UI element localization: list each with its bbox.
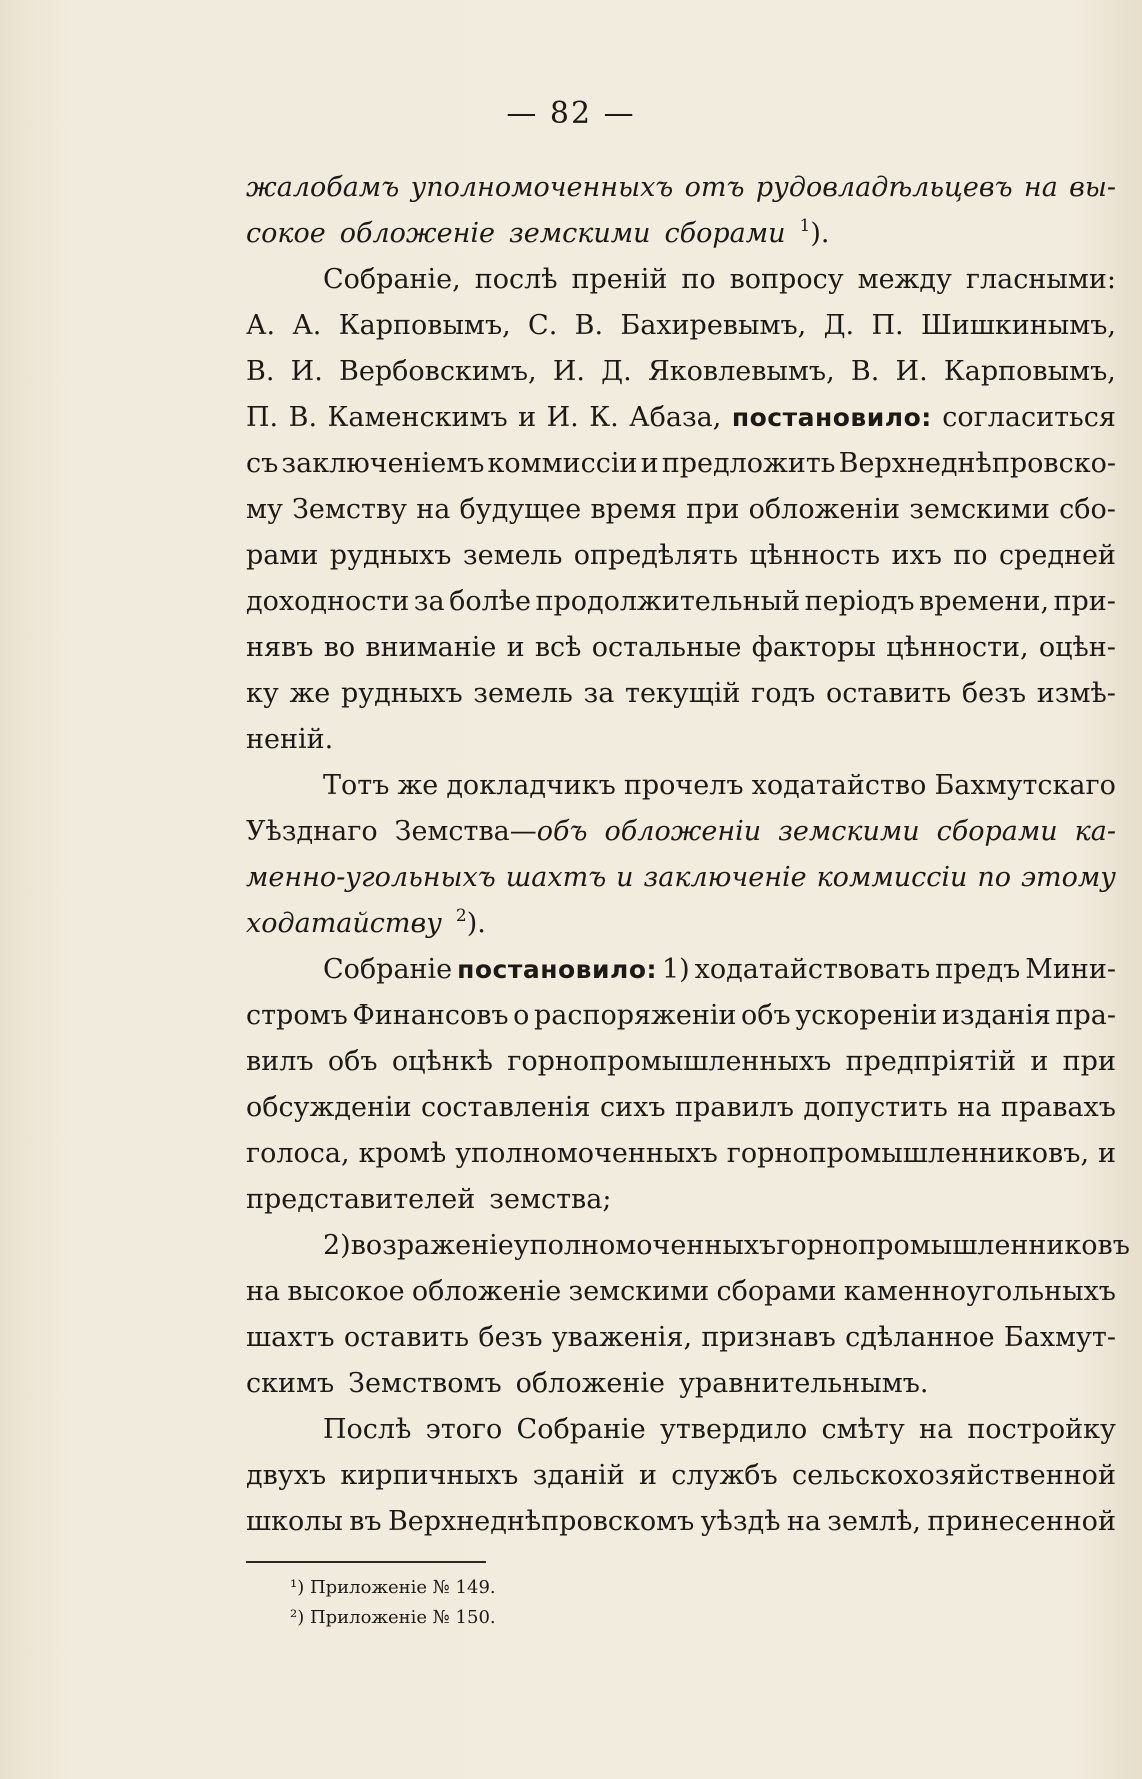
word: обложеніи bbox=[604, 816, 762, 847]
word: докладчикъ bbox=[446, 770, 616, 801]
text-line bbox=[246, 1138, 1116, 1184]
word: періодъ bbox=[804, 586, 915, 617]
word: и bbox=[1030, 1046, 1049, 1077]
word: сборами bbox=[936, 816, 1058, 847]
word: менно-угольныхъ bbox=[246, 862, 496, 893]
text-line bbox=[246, 402, 1116, 448]
word: сбо- bbox=[1059, 494, 1116, 525]
text-line bbox=[246, 172, 1116, 218]
word: возраженіе bbox=[350, 1230, 514, 1261]
word: неній. bbox=[246, 724, 334, 755]
word: земскими bbox=[909, 494, 1050, 525]
word: Земствомъ bbox=[348, 1368, 502, 1399]
word: шахтъ bbox=[246, 1322, 335, 1353]
word: постройку bbox=[967, 1414, 1116, 1445]
word: Уѣзднаго bbox=[246, 816, 378, 847]
word: Д. bbox=[601, 356, 632, 387]
word: сокое bbox=[246, 218, 326, 249]
word: зданій bbox=[532, 1460, 625, 1491]
body-text bbox=[246, 172, 1130, 1552]
word: земель bbox=[462, 540, 563, 571]
text-line bbox=[246, 1506, 1116, 1552]
word: В. bbox=[288, 402, 318, 433]
text-line bbox=[246, 586, 1116, 632]
word: С. bbox=[528, 310, 558, 341]
word: Собраніе bbox=[323, 954, 453, 985]
word: В. bbox=[850, 356, 880, 387]
word: объ bbox=[327, 1046, 378, 1077]
word: Бахмут- bbox=[1003, 1322, 1116, 1353]
word: шахтъ bbox=[505, 862, 607, 893]
word: цѣнности, bbox=[886, 632, 1029, 663]
word: сихъ bbox=[600, 1092, 666, 1123]
footnote: ²) Приложеніе № 150. bbox=[290, 1607, 496, 1628]
word: гласными: bbox=[965, 264, 1116, 295]
word: остальные bbox=[591, 632, 742, 663]
word: уѣздѣ bbox=[700, 1506, 781, 1537]
word: утвердило bbox=[659, 1414, 808, 1445]
word: горнопромышленниковъ bbox=[776, 1230, 1130, 1261]
footnote: ¹) Приложеніе № 149. bbox=[290, 1577, 496, 1598]
word: обложеніе bbox=[339, 218, 495, 249]
text-line bbox=[246, 1368, 1116, 1414]
word: Собраніе, bbox=[323, 264, 461, 295]
word: ка- bbox=[1074, 816, 1116, 847]
word: Д. bbox=[823, 310, 855, 341]
text-line bbox=[246, 1000, 1116, 1046]
text-line bbox=[246, 1276, 1116, 1322]
word: будущее bbox=[459, 494, 582, 525]
word: предпріятій bbox=[845, 1046, 1017, 1077]
word: правахъ bbox=[1000, 1092, 1116, 1123]
word: при bbox=[1062, 1046, 1116, 1077]
word: на bbox=[416, 494, 451, 525]
word: земель bbox=[473, 678, 573, 709]
word: цѣнность bbox=[749, 540, 881, 571]
text-line bbox=[246, 264, 1116, 310]
word: горнопромышленныхъ bbox=[507, 1046, 832, 1077]
word: Бахмутскаго bbox=[934, 770, 1116, 801]
word: представителей bbox=[246, 1184, 476, 1215]
word: за bbox=[413, 586, 445, 617]
word: измѣ- bbox=[1036, 678, 1116, 709]
word: оставить bbox=[343, 1322, 470, 1353]
word: службъ bbox=[671, 1460, 778, 1491]
word: И. bbox=[546, 402, 579, 433]
word: 2) bbox=[323, 1230, 351, 1261]
word: опредѣлять bbox=[573, 540, 739, 571]
word: И. bbox=[552, 356, 585, 387]
text-line bbox=[246, 1460, 1116, 1506]
word: ходатайству bbox=[246, 908, 442, 939]
word: Шишкинымъ, bbox=[920, 310, 1116, 341]
word: И. bbox=[895, 356, 928, 387]
word: $^2$). bbox=[455, 906, 486, 939]
word: голоса, bbox=[246, 1138, 350, 1169]
word: пра- bbox=[1055, 1000, 1116, 1031]
text-line bbox=[246, 724, 1116, 770]
word: коммиссіи bbox=[487, 448, 638, 479]
word: И. bbox=[290, 356, 323, 387]
word: принесенной bbox=[927, 1506, 1116, 1537]
word: и bbox=[518, 402, 537, 433]
word: сборами bbox=[664, 218, 786, 249]
word: А. bbox=[246, 310, 276, 341]
word: земскими bbox=[568, 1276, 710, 1307]
word: вопросу bbox=[729, 264, 844, 295]
word: оцѣнкѣ bbox=[391, 1046, 493, 1077]
text-line bbox=[246, 632, 1116, 678]
word: каменноугольныхъ bbox=[843, 1276, 1116, 1307]
word: годъ bbox=[751, 678, 816, 709]
word: ходатайство bbox=[751, 770, 927, 801]
word: вилъ bbox=[246, 1046, 314, 1077]
word: стромъ bbox=[246, 1000, 348, 1031]
word: между bbox=[857, 264, 952, 295]
word: смѣту bbox=[821, 1414, 905, 1445]
word: нявъ bbox=[246, 632, 314, 663]
word: Послѣ bbox=[323, 1414, 412, 1445]
text-line bbox=[246, 356, 1116, 402]
word: при bbox=[686, 494, 740, 525]
word: Верхнеднѣпровскомъ bbox=[387, 1506, 695, 1537]
word: средней bbox=[998, 540, 1116, 571]
word: двухъ bbox=[246, 1460, 327, 1491]
word: вы- bbox=[1069, 172, 1116, 203]
text-line bbox=[246, 448, 1116, 494]
word: оцѣн- bbox=[1038, 632, 1116, 663]
word: по bbox=[681, 264, 716, 295]
word: предъ bbox=[935, 954, 1021, 985]
word: жалобамъ bbox=[246, 172, 400, 203]
word: постановило: bbox=[457, 955, 658, 984]
word: Карповымъ, bbox=[338, 310, 511, 341]
word: объ bbox=[741, 1000, 791, 1031]
word: согласиться bbox=[942, 402, 1116, 433]
word: болѣе bbox=[449, 586, 531, 617]
text-line bbox=[246, 1414, 1116, 1460]
text-line bbox=[246, 1046, 1116, 1092]
word: вниманіе bbox=[365, 632, 497, 663]
word: Каменскимъ bbox=[327, 402, 508, 433]
text-line bbox=[246, 908, 1116, 954]
footnote-divider bbox=[246, 1561, 486, 1563]
word: Земства—объ bbox=[394, 816, 588, 847]
word: Мини- bbox=[1025, 954, 1116, 985]
word: скимъ bbox=[246, 1368, 335, 1399]
word: правилъ bbox=[675, 1092, 794, 1123]
word: уполномоченныхъ bbox=[513, 1230, 777, 1261]
text-line bbox=[246, 678, 1116, 724]
word: оставить bbox=[826, 678, 952, 709]
word: и bbox=[638, 1460, 657, 1491]
word: уравнительнымъ. bbox=[679, 1368, 929, 1399]
word: же bbox=[289, 678, 331, 709]
word: всѣ bbox=[534, 632, 582, 663]
word: прочелъ bbox=[623, 770, 744, 801]
word: и bbox=[616, 862, 634, 893]
word: предложить bbox=[661, 448, 836, 479]
text-line bbox=[246, 1322, 1116, 1368]
word: Верхнеднѣпровско- bbox=[838, 448, 1116, 479]
text-line bbox=[246, 862, 1116, 908]
word: П. bbox=[871, 310, 904, 341]
word: ускореніи bbox=[795, 1000, 938, 1031]
word: Земству bbox=[292, 494, 408, 525]
text-line bbox=[246, 1184, 1116, 1230]
word: изданія bbox=[941, 1000, 1051, 1031]
word: Вербовскимъ, bbox=[339, 356, 537, 387]
word: сдѣланное bbox=[845, 1322, 995, 1353]
word: послѣ bbox=[474, 264, 558, 295]
word: на bbox=[786, 1506, 821, 1537]
word: К. bbox=[589, 402, 619, 433]
word: на bbox=[246, 1276, 281, 1307]
word: заключеніе bbox=[643, 862, 807, 893]
word: составленія bbox=[421, 1092, 591, 1123]
text-line bbox=[246, 954, 1116, 1000]
footnotes bbox=[290, 1573, 890, 1633]
word: уполномоченныхъ bbox=[455, 1138, 718, 1169]
word: при- bbox=[1053, 586, 1116, 617]
word: о bbox=[513, 1000, 530, 1031]
word: рами bbox=[246, 540, 319, 571]
word: школы bbox=[246, 1506, 343, 1537]
word: отъ bbox=[684, 172, 745, 203]
word: рудныхъ bbox=[329, 540, 452, 571]
word: горнопромышленниковъ, bbox=[726, 1138, 1090, 1169]
word: распоряженіи bbox=[533, 1000, 737, 1031]
word: въ bbox=[349, 1506, 382, 1537]
word: П. bbox=[246, 402, 279, 433]
word: же bbox=[397, 770, 439, 801]
word: А. bbox=[292, 310, 322, 341]
word: допустить bbox=[803, 1092, 948, 1123]
word: В. bbox=[246, 356, 275, 387]
word: ихъ bbox=[891, 540, 942, 571]
word: обложеніи bbox=[748, 494, 901, 525]
page-number: — 82 — bbox=[506, 96, 636, 131]
word: время bbox=[590, 494, 677, 525]
word: по bbox=[953, 540, 988, 571]
word: Финансовъ bbox=[352, 1000, 509, 1031]
word: и bbox=[640, 448, 659, 479]
word: и bbox=[1098, 1138, 1116, 1169]
text-line bbox=[246, 1230, 1130, 1276]
word: коммиссіи bbox=[816, 862, 968, 893]
word: земства; bbox=[489, 1184, 612, 1215]
word: Собраніе bbox=[516, 1414, 646, 1445]
text-line bbox=[246, 540, 1116, 586]
word: безъ bbox=[478, 1322, 543, 1353]
word: времени, bbox=[919, 586, 1050, 617]
word: ходатайствовать bbox=[694, 954, 931, 985]
word: продолжительный bbox=[535, 586, 801, 617]
word: по bbox=[977, 862, 1011, 893]
text-line bbox=[246, 310, 1116, 356]
word: доходности bbox=[246, 586, 410, 617]
word: обсужденіи bbox=[246, 1092, 412, 1123]
word: обложеніе bbox=[515, 1368, 666, 1399]
word: ку bbox=[246, 678, 279, 709]
word: землѣ, bbox=[827, 1506, 921, 1537]
word: на bbox=[957, 1092, 992, 1123]
word: земскими bbox=[778, 816, 920, 847]
word: на bbox=[1023, 172, 1058, 203]
text-line bbox=[246, 770, 1116, 816]
word: текущій bbox=[625, 678, 741, 709]
word: земскими bbox=[508, 218, 651, 249]
word: заключеніемъ bbox=[281, 448, 485, 479]
word: Тотъ bbox=[323, 770, 390, 801]
text-line bbox=[246, 816, 1116, 862]
word: сельскохозяйственной bbox=[792, 1460, 1116, 1491]
word: обложеніе bbox=[411, 1276, 562, 1307]
word: за bbox=[583, 678, 615, 709]
word: сборами bbox=[716, 1276, 837, 1307]
word: Бахиревымъ, bbox=[620, 310, 807, 341]
text-line bbox=[246, 494, 1116, 540]
word: этому bbox=[1020, 862, 1116, 893]
word: рудныхъ bbox=[340, 678, 463, 709]
word: 1) bbox=[661, 954, 690, 985]
word: и bbox=[506, 632, 525, 663]
word: признавъ bbox=[701, 1322, 836, 1353]
word: этого bbox=[425, 1414, 503, 1445]
word: высокое bbox=[287, 1276, 405, 1307]
word: рудовладѣльцевъ bbox=[755, 172, 1013, 203]
word: кромѣ bbox=[358, 1138, 447, 1169]
word: уполномоченныхъ bbox=[410, 172, 674, 203]
word: постановило: bbox=[731, 403, 932, 432]
word: съ bbox=[246, 448, 279, 479]
word: Абаза, bbox=[629, 402, 722, 433]
text-line bbox=[246, 218, 1116, 264]
text-line bbox=[246, 1092, 1116, 1138]
word: преній bbox=[571, 264, 668, 295]
word: кирпичныхъ bbox=[340, 1460, 519, 1491]
word: му bbox=[246, 494, 283, 525]
word: Яковлевымъ, bbox=[647, 356, 835, 387]
word: В. bbox=[574, 310, 604, 341]
word: безъ bbox=[961, 678, 1027, 709]
word: на bbox=[918, 1414, 954, 1445]
word: $^1$). bbox=[799, 216, 830, 249]
word: факторы bbox=[751, 632, 876, 663]
word: уваженія, bbox=[551, 1322, 693, 1353]
word: во bbox=[323, 632, 356, 663]
word: Карповымъ, bbox=[943, 356, 1116, 387]
